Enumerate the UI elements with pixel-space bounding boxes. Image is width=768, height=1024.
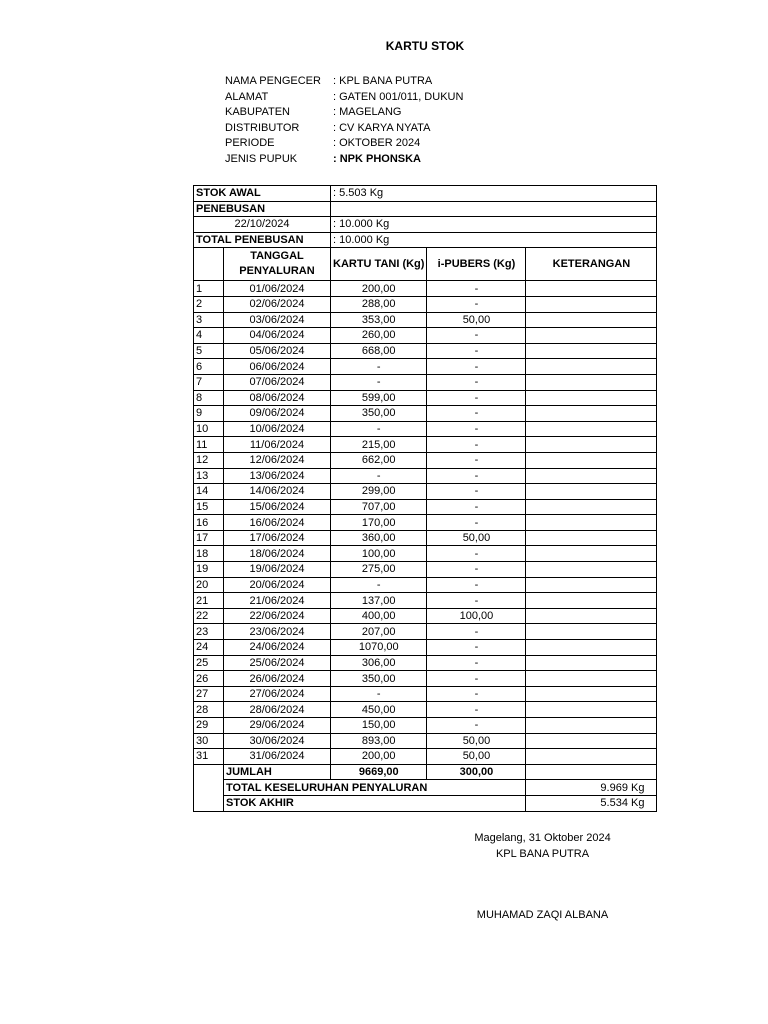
row-number: 27 [194, 686, 224, 702]
row-kartu-tani: 1070,00 [331, 640, 427, 656]
stok-awal-row [194, 186, 657, 202]
penebusan-value: : 10.000 Kg [331, 217, 657, 233]
row-keterangan [526, 546, 657, 562]
jumlah-row [194, 764, 657, 780]
header-ipubers: i-PUBERS (Kg) [427, 248, 526, 281]
row-keterangan [526, 686, 657, 702]
row-number: 20 [194, 577, 224, 593]
row-ipubers: 100,00 [427, 608, 526, 624]
row-ipubers: 50,00 [427, 312, 526, 328]
row-ipubers: - [427, 468, 526, 484]
header-tanggal: TANGGAL PENYALURAN [224, 248, 331, 281]
info-value: : OKTOBER 2024 [333, 137, 421, 150]
row-number: 29 [194, 718, 224, 734]
row-number: 12 [194, 452, 224, 468]
row-date: 26/06/2024 [224, 671, 331, 687]
row-ipubers: - [427, 343, 526, 359]
table-row [194, 530, 657, 546]
row-keterangan [526, 484, 657, 500]
row-date: 28/06/2024 [224, 702, 331, 718]
table-row [194, 655, 657, 671]
table-row [194, 749, 657, 765]
row-date: 27/06/2024 [224, 686, 331, 702]
row-kartu-tani: 170,00 [331, 515, 427, 531]
row-date: 03/06/2024 [224, 312, 331, 328]
row-date: 06/06/2024 [224, 359, 331, 375]
row-ipubers: - [427, 406, 526, 422]
row-date: 04/06/2024 [224, 328, 331, 344]
row-number: 24 [194, 640, 224, 656]
row-number: 25 [194, 655, 224, 671]
stok-akhir-value: 5.534 Kg [526, 795, 657, 811]
row-date: 02/06/2024 [224, 296, 331, 312]
row-number: 26 [194, 671, 224, 687]
row-number: 19 [194, 562, 224, 578]
row-keterangan [526, 499, 657, 515]
row-ipubers: - [427, 593, 526, 609]
row-keterangan [526, 593, 657, 609]
info-row [225, 74, 463, 90]
row-number: 18 [194, 546, 224, 562]
row-keterangan [526, 624, 657, 640]
row-date: 25/06/2024 [224, 655, 331, 671]
total-penyaluran-value: 9.969 Kg [526, 780, 657, 796]
row-kartu-tani: - [331, 421, 427, 437]
row-ipubers: - [427, 281, 526, 297]
row-kartu-tani: 450,00 [331, 702, 427, 718]
row-ipubers: - [427, 452, 526, 468]
row-kartu-tani: 299,00 [331, 484, 427, 500]
row-kartu-tani: - [331, 468, 427, 484]
stok-akhir-row [194, 795, 657, 811]
row-ipubers: - [427, 640, 526, 656]
row-date: 10/06/2024 [224, 421, 331, 437]
table-row [194, 421, 657, 437]
table-header [194, 248, 657, 281]
info-label: DISTRIBUTOR [225, 121, 300, 134]
row-number: 2 [194, 296, 224, 312]
row-date: 15/06/2024 [224, 499, 331, 515]
table-row [194, 468, 657, 484]
row-keterangan [526, 359, 657, 375]
row-keterangan [526, 281, 657, 297]
row-ipubers: - [427, 390, 526, 406]
row-kartu-tani: 306,00 [331, 655, 427, 671]
row-kartu-tani: 200,00 [331, 281, 427, 297]
blank-cell [194, 780, 224, 796]
row-keterangan [526, 718, 657, 734]
row-kartu-tani: 350,00 [331, 671, 427, 687]
row-number: 30 [194, 733, 224, 749]
table-row [194, 343, 657, 359]
row-number: 10 [194, 421, 224, 437]
table-row [194, 686, 657, 702]
document-title: KARTU STOK [385, 39, 465, 53]
table-row [194, 562, 657, 578]
info-label: PERIODE [225, 137, 275, 150]
row-date: 08/06/2024 [224, 390, 331, 406]
row-ipubers: - [427, 296, 526, 312]
row-keterangan [526, 515, 657, 531]
row-date: 16/06/2024 [224, 515, 331, 531]
row-date: 11/06/2024 [224, 437, 331, 453]
row-date: 30/06/2024 [224, 733, 331, 749]
row-kartu-tani: - [331, 577, 427, 593]
row-number: 21 [194, 593, 224, 609]
signature-org: KPL BANA PUTRA [495, 848, 590, 860]
row-ipubers: - [427, 359, 526, 375]
row-kartu-tani: 400,00 [331, 608, 427, 624]
row-ipubers: - [427, 577, 526, 593]
row-date: 19/06/2024 [224, 562, 331, 578]
table-row [194, 733, 657, 749]
row-kartu-tani: 207,00 [331, 624, 427, 640]
row-number: 13 [194, 468, 224, 484]
row-keterangan [526, 406, 657, 422]
row-keterangan [526, 640, 657, 656]
row-ipubers: - [427, 702, 526, 718]
table-row [194, 296, 657, 312]
row-kartu-tani: 350,00 [331, 406, 427, 422]
row-number: 16 [194, 515, 224, 531]
table-row [194, 406, 657, 422]
row-kartu-tani: - [331, 374, 427, 390]
table-row [194, 546, 657, 562]
table-row [194, 624, 657, 640]
row-date: 01/06/2024 [224, 281, 331, 297]
row-kartu-tani: 100,00 [331, 546, 427, 562]
row-number: 6 [194, 359, 224, 375]
row-keterangan [526, 608, 657, 624]
table-row [194, 515, 657, 531]
row-number: 22 [194, 608, 224, 624]
row-number: 23 [194, 624, 224, 640]
stok-awal-label: STOK AWAL [194, 186, 331, 202]
row-keterangan [526, 749, 657, 765]
penebusan-date: 22/10/2024 [194, 217, 331, 233]
info-row [225, 136, 463, 152]
total-penyaluran-row [194, 780, 657, 796]
row-ipubers: - [427, 686, 526, 702]
row-date: 20/06/2024 [224, 577, 331, 593]
row-ipubers: - [427, 718, 526, 734]
row-ipubers: - [427, 328, 526, 344]
row-keterangan [526, 733, 657, 749]
row-keterangan [526, 374, 657, 390]
row-ipubers: - [427, 484, 526, 500]
row-keterangan [526, 343, 657, 359]
stock-table [193, 185, 657, 812]
row-ipubers: - [427, 499, 526, 515]
info-value: : GATEN 001/011, DUKUN [333, 90, 464, 103]
row-number: 1 [194, 281, 224, 297]
penebusan-row [194, 201, 657, 217]
row-number: 11 [194, 437, 224, 453]
row-kartu-tani: - [331, 686, 427, 702]
row-number: 8 [194, 390, 224, 406]
table-row [194, 328, 657, 344]
row-kartu-tani: 360,00 [331, 530, 427, 546]
row-kartu-tani: 150,00 [331, 718, 427, 734]
penebusan-entry-row [194, 217, 657, 233]
header-info [225, 74, 463, 168]
row-number: 3 [194, 312, 224, 328]
row-kartu-tani: 893,00 [331, 733, 427, 749]
row-date: 12/06/2024 [224, 452, 331, 468]
row-date: 23/06/2024 [224, 624, 331, 640]
row-keterangan [526, 390, 657, 406]
info-row [225, 90, 463, 106]
row-keterangan [526, 562, 657, 578]
row-date: 24/06/2024 [224, 640, 331, 656]
row-date: 29/06/2024 [224, 718, 331, 734]
signer-name: MUHAMAD ZAQI ALBANA [476, 909, 609, 921]
row-number: 17 [194, 530, 224, 546]
table-row [194, 484, 657, 500]
row-ipubers: 50,00 [427, 749, 526, 765]
row-kartu-tani: 662,00 [331, 452, 427, 468]
row-kartu-tani: 288,00 [331, 296, 427, 312]
jumlah-label: JUMLAH [224, 764, 331, 780]
row-ipubers: - [427, 546, 526, 562]
table-row [194, 437, 657, 453]
info-value: : KPL BANA PUTRA [333, 75, 433, 87]
row-number: 4 [194, 328, 224, 344]
row-date: 18/06/2024 [224, 546, 331, 562]
jumlah-kartu-tani: 9669,00 [331, 764, 427, 780]
info-label: ALAMAT [225, 90, 269, 103]
signature-place-date: Magelang, 31 Oktober 2024 [474, 832, 611, 844]
info-row [225, 121, 463, 137]
row-number: 9 [194, 406, 224, 422]
jumlah-ipubers: 300,00 [427, 764, 526, 780]
info-value: : NPK PHONSKA [333, 152, 422, 165]
table-row [194, 718, 657, 734]
row-keterangan [526, 421, 657, 437]
row-ipubers: 50,00 [427, 530, 526, 546]
info-label: KABUPATEN [225, 106, 290, 119]
row-kartu-tani: 137,00 [331, 593, 427, 609]
row-kartu-tani: 707,00 [331, 499, 427, 515]
header-kartu-tani: KARTU TANI (Kg) [331, 248, 427, 281]
info-row [225, 152, 463, 168]
row-ipubers: - [427, 655, 526, 671]
row-ipubers: 50,00 [427, 733, 526, 749]
table-row [194, 374, 657, 390]
table-row [194, 359, 657, 375]
row-date: 13/06/2024 [224, 468, 331, 484]
row-keterangan [526, 702, 657, 718]
row-ipubers: - [427, 515, 526, 531]
info-value: : CV KARYA NYATA [333, 121, 431, 134]
row-keterangan [526, 530, 657, 546]
table-row [194, 281, 657, 297]
table-row [194, 390, 657, 406]
row-keterangan [526, 328, 657, 344]
row-date: 05/06/2024 [224, 343, 331, 359]
row-date: 21/06/2024 [224, 593, 331, 609]
row-date: 14/06/2024 [224, 484, 331, 500]
row-kartu-tani: 599,00 [331, 390, 427, 406]
row-keterangan [526, 671, 657, 687]
row-kartu-tani: 200,00 [331, 749, 427, 765]
row-kartu-tani: 275,00 [331, 562, 427, 578]
row-number: 7 [194, 374, 224, 390]
row-number: 28 [194, 702, 224, 718]
row-date: 17/06/2024 [224, 530, 331, 546]
info-label: NAMA PENGECER [225, 75, 321, 87]
table-row [194, 640, 657, 656]
row-ipubers: - [427, 374, 526, 390]
table-row [194, 671, 657, 687]
row-keterangan [526, 452, 657, 468]
table-row [194, 593, 657, 609]
header-keterangan: KETERANGAN [526, 248, 657, 281]
row-ipubers: - [427, 562, 526, 578]
row-keterangan [526, 437, 657, 453]
row-date: 09/06/2024 [224, 406, 331, 422]
row-date: 31/06/2024 [224, 749, 331, 765]
row-date: 22/06/2024 [224, 608, 331, 624]
row-number: 31 [194, 749, 224, 765]
table-row [194, 702, 657, 718]
row-keterangan [526, 468, 657, 484]
row-kartu-tani: - [331, 359, 427, 375]
row-ipubers: - [427, 671, 526, 687]
row-date: 07/06/2024 [224, 374, 331, 390]
row-kartu-tani: 668,00 [331, 343, 427, 359]
row-number: 14 [194, 484, 224, 500]
table-row [194, 452, 657, 468]
row-keterangan [526, 296, 657, 312]
row-ipubers: - [427, 421, 526, 437]
table-row [194, 608, 657, 624]
blank-cell [194, 795, 224, 811]
blank-cell [194, 764, 224, 780]
stok-akhir-label: STOK AKHIR [224, 795, 526, 811]
row-number: 15 [194, 499, 224, 515]
total-penyaluran-label: TOTAL KESELURUHAN PENYALURAN [224, 780, 526, 796]
row-number: 5 [194, 343, 224, 359]
info-value: : MAGELANG [333, 106, 402, 119]
total-penebusan-label: TOTAL PENEBUSAN [194, 232, 331, 248]
info-label: JENIS PUPUK [225, 152, 298, 165]
row-keterangan [526, 655, 657, 671]
penebusan-label: PENEBUSAN [194, 201, 331, 217]
row-ipubers: - [427, 437, 526, 453]
signature-block [470, 830, 615, 862]
row-keterangan [526, 312, 657, 328]
info-row [225, 105, 463, 121]
total-penebusan-value: : 10.000 Kg [331, 232, 657, 248]
row-kartu-tani: 353,00 [331, 312, 427, 328]
row-kartu-tani: 215,00 [331, 437, 427, 453]
stok-awal-value: : 5.503 Kg [331, 186, 657, 202]
table-row [194, 577, 657, 593]
total-penebusan-row [194, 232, 657, 248]
table-row [194, 312, 657, 328]
jumlah-keterangan [526, 764, 657, 780]
row-ipubers: - [427, 624, 526, 640]
row-kartu-tani: 260,00 [331, 328, 427, 344]
row-keterangan [526, 577, 657, 593]
table-row [194, 499, 657, 515]
